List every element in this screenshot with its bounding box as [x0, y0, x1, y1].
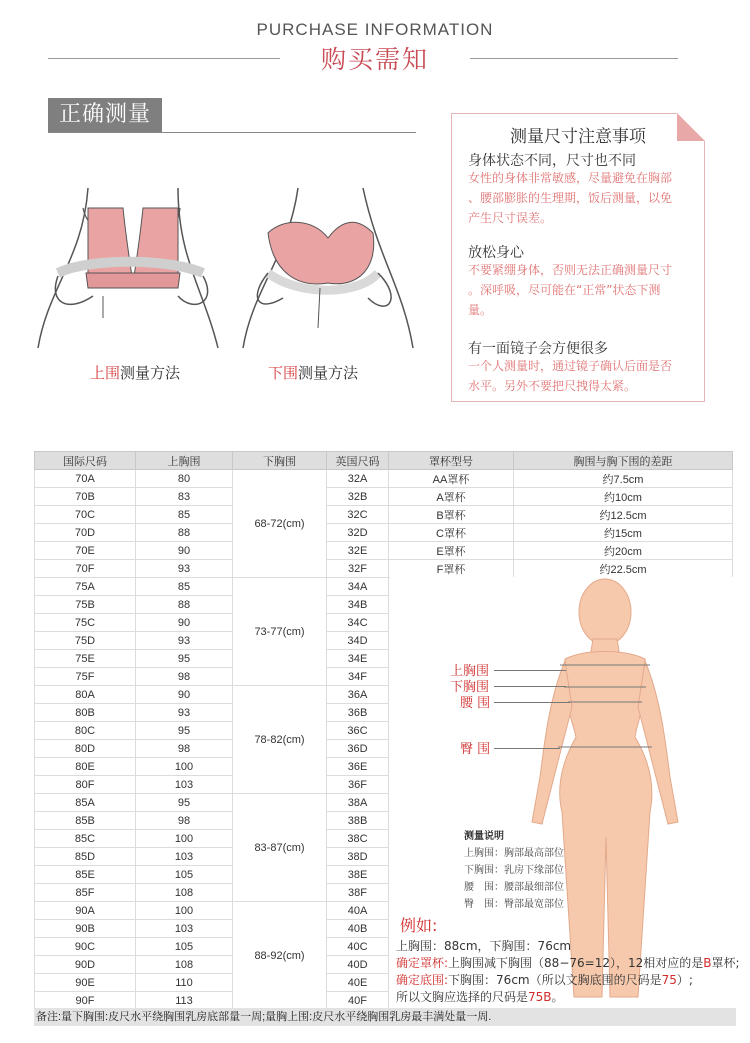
upper-bust-cell: 90 — [136, 686, 233, 704]
under-bust-cell: 88-92(cm) — [233, 902, 327, 1010]
intl-size-cell: 80B — [35, 704, 136, 722]
section-title: 正确测量 — [48, 98, 162, 132]
note-line: 量。 — [468, 303, 493, 317]
col-header: 国际尺码 — [35, 452, 136, 470]
legend-title: 测量说明 — [464, 831, 504, 842]
uk-size-cell: 38A — [327, 794, 389, 812]
bust-difference-cell: 约15cm — [514, 524, 733, 542]
uk-size-cell: 36D — [327, 740, 389, 758]
upper-bust-cell: 95 — [136, 794, 233, 812]
uk-size-cell: 32D — [327, 524, 389, 542]
cup-type-cell: E罩杯 — [389, 542, 514, 560]
uk-size-cell: 40D — [327, 956, 389, 974]
uk-size-cell: 34D — [327, 632, 389, 650]
table-row — [35, 470, 733, 488]
intl-size-cell: 90B — [35, 920, 136, 938]
uk-size-cell: 40C — [327, 938, 389, 956]
measurement-notes-box — [451, 113, 705, 402]
uk-size-cell: 38B — [327, 812, 389, 830]
col-header: 罩杯型号 — [389, 452, 514, 470]
upper-bust-cell: 103 — [136, 776, 233, 794]
intl-size-cell: 90F — [35, 992, 136, 1010]
intl-size-cell: 85F — [35, 884, 136, 902]
intl-size-cell: 85D — [35, 848, 136, 866]
table-header-row — [35, 452, 733, 470]
intl-size-cell: 70B — [35, 488, 136, 506]
uk-size-cell: 36B — [327, 704, 389, 722]
uk-size-cell: 40E — [327, 974, 389, 992]
note-body — [468, 356, 698, 396]
example-label: 确定罩杯: — [396, 956, 449, 970]
bust-difference-cell: 约10cm — [514, 488, 733, 506]
pointer-line — [494, 670, 566, 671]
note-line: 、腰部膨胀的生理期，饭后测量，以免 — [468, 191, 673, 205]
under-bust-caption — [268, 362, 358, 383]
under-bust-cell: 68-72(cm) — [233, 470, 327, 578]
note-line: 。深呼吸，尽可能在“正常”状态下测 — [468, 283, 661, 297]
intl-size-cell: 70C — [35, 506, 136, 524]
legend-item: 下胸围：乳房下缘部位 — [464, 865, 564, 876]
example-value: 75B — [528, 990, 552, 1004]
uk-size-cell: 40B — [327, 920, 389, 938]
intl-size-cell: 90A — [35, 902, 136, 920]
note-line: 一个人测量时，通过镜子确认后面是否 — [468, 359, 673, 373]
intl-size-cell: 80F — [35, 776, 136, 794]
example-text: 所以文胸应选择的尺码是 — [396, 990, 529, 1004]
uk-size-cell: 36C — [327, 722, 389, 740]
intl-size-cell: 85C — [35, 830, 136, 848]
label-hip: 臀 围 — [460, 742, 491, 757]
example-suffix: 。 — [551, 990, 564, 1004]
uk-size-cell: 38C — [327, 830, 389, 848]
label-under-bust: 下胸围 — [450, 680, 490, 695]
uk-size-cell: 38D — [327, 848, 389, 866]
upper-bust-cell: 98 — [136, 812, 233, 830]
intl-size-cell: 70F — [35, 560, 136, 578]
upper-bust-caption — [90, 362, 180, 383]
upper-bust-cell: 93 — [136, 632, 233, 650]
intl-size-cell: 80A — [35, 686, 136, 704]
bust-difference-cell: 约12.5cm — [514, 506, 733, 524]
intl-size-cell: 75C — [35, 614, 136, 632]
upper-bust-cell: 105 — [136, 866, 233, 884]
under-bust-caption-text: 测量方法 — [298, 364, 359, 382]
note-line: 水平。另外不要把尺拽得太紧。 — [468, 379, 637, 393]
table-row — [35, 542, 733, 560]
intl-size-cell: 70E — [35, 542, 136, 560]
upper-bust-cell: 95 — [136, 650, 233, 668]
pointer-line — [494, 748, 560, 749]
label-upper-bust: 上胸围 — [450, 664, 490, 679]
legend-item: 臀 围：臀部最宽部位 — [464, 899, 564, 910]
cup-type-cell: AA罩杯 — [389, 470, 514, 488]
intl-size-cell: 75B — [35, 596, 136, 614]
example-line — [396, 988, 564, 1005]
table-row — [35, 524, 733, 542]
under-bust-caption-highlight: 下围 — [268, 364, 299, 382]
header-title-cn: 购买需知 — [320, 45, 429, 74]
note-heading: 身体状态不同，尺寸也不同 — [468, 153, 636, 169]
uk-size-cell: 40A — [327, 902, 389, 920]
example-text: 上胸围减下胸围（88−76=12），12相对应的是 — [448, 956, 704, 970]
upper-bust-cell: 108 — [136, 884, 233, 902]
intl-size-cell: 90D — [35, 956, 136, 974]
under-bust-cell: 73-77(cm) — [233, 578, 327, 686]
upper-bust-cell: 100 — [136, 902, 233, 920]
cup-type-cell: F罩杯 — [389, 560, 514, 578]
upper-bust-cell: 90 — [136, 542, 233, 560]
upper-bust-cell: 100 — [136, 758, 233, 776]
pointer-line — [494, 702, 570, 703]
upper-bust-cell: 98 — [136, 668, 233, 686]
note-body — [468, 260, 698, 320]
upper-bust-cell: 103 — [136, 848, 233, 866]
upper-bust-caption-text: 测量方法 — [120, 364, 181, 382]
intl-size-cell: 90C — [35, 938, 136, 956]
uk-size-cell: 34B — [327, 596, 389, 614]
uk-size-cell: 36E — [327, 758, 389, 776]
upper-bust-cell: 105 — [136, 938, 233, 956]
intl-size-cell: 70A — [35, 470, 136, 488]
col-header: 上胸围 — [136, 452, 233, 470]
example-suffix: ）; — [676, 973, 693, 987]
upper-bust-caption-highlight: 上围 — [90, 364, 121, 382]
upper-bust-cell: 80 — [136, 470, 233, 488]
bust-difference-cell: 约22.5cm — [514, 560, 733, 578]
upper-bust-cell: 98 — [136, 740, 233, 758]
col-header: 下胸围 — [233, 452, 327, 470]
uk-size-cell: 32F — [327, 560, 389, 578]
notes-title: 测量尺寸注意事项 — [510, 127, 646, 147]
example-title: 例如: — [400, 916, 438, 935]
note-heading: 有一面镜子会方便很多 — [468, 341, 608, 357]
under-bust-cell: 83-87(cm) — [233, 794, 327, 902]
col-header: 英国尺码 — [327, 452, 389, 470]
example-line — [396, 954, 740, 971]
uk-size-cell: 38F — [327, 884, 389, 902]
uk-size-cell: 38E — [327, 866, 389, 884]
pointer-line — [494, 686, 566, 687]
upper-bust-illustration — [28, 178, 228, 358]
example-suffix: 罩杯; — [711, 956, 740, 970]
example-line — [396, 971, 693, 988]
uk-size-cell: 32A — [327, 470, 389, 488]
upper-bust-cell: 103 — [136, 920, 233, 938]
intl-size-cell: 70D — [35, 524, 136, 542]
uk-size-cell: 40F — [327, 992, 389, 1010]
upper-bust-cell: 90 — [136, 614, 233, 632]
intl-size-cell: 80D — [35, 740, 136, 758]
note-body — [468, 168, 698, 228]
intl-size-cell: 85E — [35, 866, 136, 884]
cup-type-cell: B罩杯 — [389, 506, 514, 524]
upper-bust-cell: 108 — [136, 956, 233, 974]
uk-size-cell: 32B — [327, 488, 389, 506]
col-header: 胸围与胸下围的差距 — [514, 452, 733, 470]
uk-size-cell: 34E — [327, 650, 389, 668]
upper-bust-cell: 85 — [136, 578, 233, 596]
section-divider — [48, 132, 416, 133]
bust-difference-cell: 约7.5cm — [514, 470, 733, 488]
uk-size-cell: 36F — [327, 776, 389, 794]
intl-size-cell: 75D — [35, 632, 136, 650]
intl-size-cell: 85B — [35, 812, 136, 830]
legend-list — [464, 845, 564, 913]
uk-size-cell: 32C — [327, 506, 389, 524]
example-value: B — [703, 956, 712, 970]
uk-size-cell: 36A — [327, 686, 389, 704]
cup-type-cell: A罩杯 — [389, 488, 514, 506]
footer-note: 备注:量下胸围:皮尺水平绕胸围乳房底部量一周;量胸上围:皮尺水平绕胸围乳房最丰满处量一周. — [34, 1008, 736, 1026]
intl-size-cell: 80E — [35, 758, 136, 776]
body-diagram-panel — [390, 577, 740, 1007]
uk-size-cell: 34F — [327, 668, 389, 686]
bust-difference-cell: 约20cm — [514, 542, 733, 560]
note-line: 女性的身体非常敏感，尽量避免在胸部 — [468, 171, 673, 185]
under-bust-cell: 78-82(cm) — [233, 686, 327, 794]
example-text: 下胸围：76cm（所以文胸底围的尺码是 — [448, 973, 662, 987]
intl-size-cell: 90E — [35, 974, 136, 992]
upper-bust-cell: 85 — [136, 506, 233, 524]
upper-bust-cell: 83 — [136, 488, 233, 506]
legend-item: 腰 围：腰部最细部位 — [464, 882, 564, 893]
uk-size-cell: 34C — [327, 614, 389, 632]
intl-size-cell: 80C — [35, 722, 136, 740]
intl-size-cell: 85A — [35, 794, 136, 812]
uk-size-cell: 34A — [327, 578, 389, 596]
under-bust-illustration — [228, 178, 428, 358]
note-line: 产生尺寸误差。 — [468, 211, 553, 225]
upper-bust-cell: 110 — [136, 974, 233, 992]
example-value: 75 — [661, 973, 677, 987]
upper-bust-cell: 113 — [136, 992, 233, 1010]
intl-size-cell: 75F — [35, 668, 136, 686]
example-line: 上胸围：88cm，下胸围：76cm — [396, 939, 572, 953]
example-label: 确定底围: — [396, 973, 449, 987]
cup-type-cell: C罩杯 — [389, 524, 514, 542]
upper-bust-cell: 93 — [136, 560, 233, 578]
upper-bust-cell: 88 — [136, 596, 233, 614]
intl-size-cell: 75A — [35, 578, 136, 596]
note-heading: 放松身心 — [468, 245, 524, 261]
header-title-en: PURCHASE INFORMATION — [256, 20, 494, 39]
table-row — [35, 506, 733, 524]
upper-bust-cell: 88 — [136, 524, 233, 542]
note-line: 不要紧绷身体，否则无法正确测量尺寸 — [468, 263, 673, 277]
table-row — [35, 560, 733, 578]
uk-size-cell: 32E — [327, 542, 389, 560]
legend-item: 上胸围：胸部最高部位 — [464, 848, 564, 859]
upper-bust-cell: 100 — [136, 830, 233, 848]
label-waist: 腰 围 — [460, 696, 491, 711]
upper-bust-cell: 93 — [136, 704, 233, 722]
intl-size-cell: 75E — [35, 650, 136, 668]
upper-bust-cell: 95 — [136, 722, 233, 740]
table-row — [35, 488, 733, 506]
